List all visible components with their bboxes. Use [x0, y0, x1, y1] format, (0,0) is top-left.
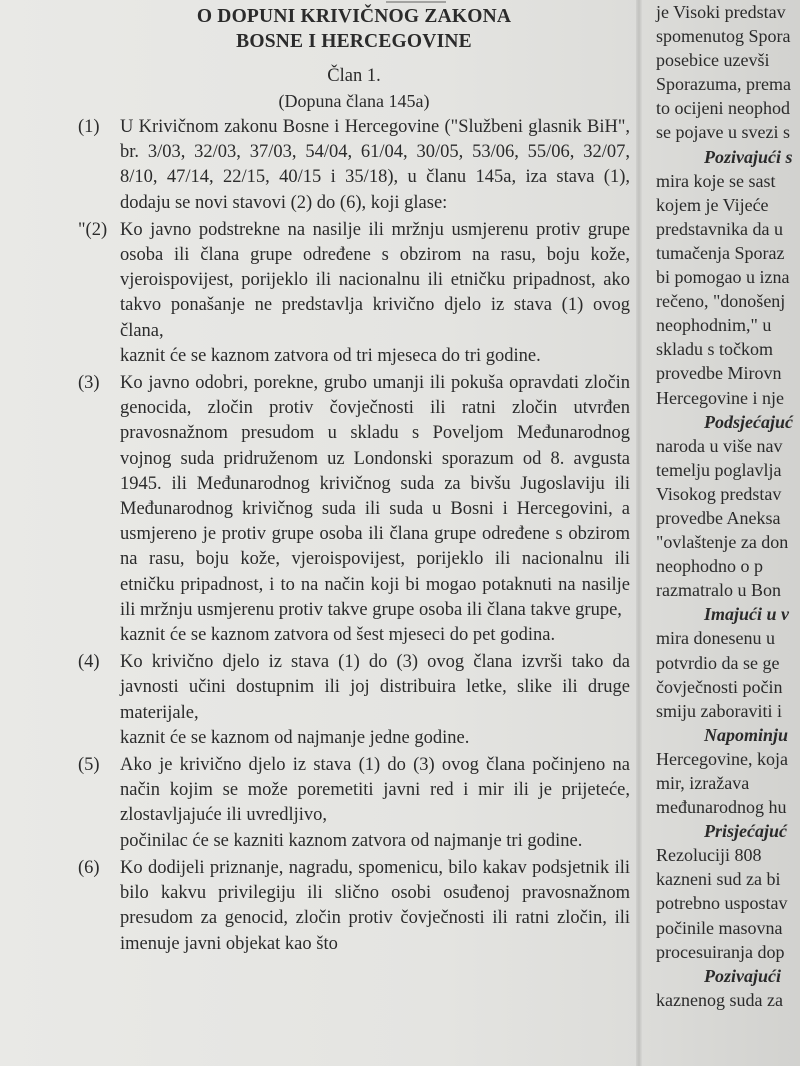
fragment-line: Visokog predstav: [656, 483, 782, 504]
fragment-line: bi pomogao u izna: [656, 267, 790, 288]
fragment-line: Prisjećajuć: [704, 821, 787, 842]
law-column: [78, 0, 630, 957]
fragment-line: je Visoki predstav: [656, 2, 786, 22]
fragment-line: spomenutog Spora: [656, 26, 791, 47]
fragment-line: međunarodnog hu: [656, 797, 787, 818]
fragment-line: Napominju: [704, 724, 789, 745]
paragraph-text: U Krivičnom zakonu Bosne i Hercegovine ("Službeni glasnik BiH", br. 3/03, 32/03, 37/03, 54/04, 61/04, 30/05, 53/06, 55/06, 32/07, 8/10, 47/14, 22/15, 40/15 i 35/18), u članu 145a, iza stava (1), dodaju se novi stavovi (2) do (6), koji glase:: [120, 117, 630, 213]
paragraph: [78, 115, 630, 216]
paragraph-text: Ko javno odobri, porekne, grubo umanji ili pokuša opravdati zločin genocida, zločin protiv čovječnosti ili ratni zločin utvrđen pravosnažnom presudom u skladu s Poveljom Međunarodnog vojnog suda pridruženom uz Londonski sporazum od 8. avgusta 1945. ili Međunarodnog krivičnog suda za bivšu Jugoslaviju ili Međunarodnog krivičnog suda ili suda u Bosni i Hercegovini, a usmjereno je protiv grupe osoba ili člana grupe određene s obzirom na rasu, boju kože, vjeroispovijest, porijeklo ili nacionalnu ili etničku pripadnost, i to na način koji bi mogao potaknuti na nasilje ili mržnju usmjerenu protiv takve grupe osoba ili člana takve grupe,: [120, 373, 630, 620]
fragment-line: procesuiranja dop: [656, 941, 785, 962]
fragment-line: potvrdio da se ge: [656, 652, 780, 673]
fragment-line: potrebno uspostav: [656, 893, 788, 914]
fragment-line: tumačenja Sporaz: [656, 242, 785, 263]
fragment-line: skladu s točkom: [656, 339, 773, 360]
penalty-clause: kaznit će se kaznom zatvora od šest mjeseci do pet godina.: [120, 625, 556, 646]
fragment-line: kaznenog suda za: [656, 989, 783, 1010]
paragraph: [78, 371, 630, 648]
fragment-line: mira koje se sast: [656, 170, 776, 191]
fragment-line: mira donesenu u: [656, 628, 775, 649]
fragment-line: provedbe Mirovn: [656, 363, 782, 384]
paragraph: [78, 650, 630, 751]
fragment-line: naroda u više nav: [656, 435, 783, 456]
fragment-line: "ovlaštenje za don: [656, 532, 789, 553]
fragment-line: kojem je Vijeće: [656, 194, 769, 215]
paragraph-number: (1): [78, 117, 100, 137]
fragment-line: neophodno o p: [656, 556, 763, 577]
article-subheading: (Dopuna člana 145a): [278, 91, 430, 111]
paragraph: [78, 218, 630, 369]
fragment-line: temelju poglavlja: [656, 459, 782, 480]
penalty-clause: kaznit će se kaznom od najmanje jedne godine.: [120, 727, 470, 748]
fragment-line: Pozivajući: [704, 965, 781, 986]
fragment-line: to ocijeni neophod: [656, 98, 790, 119]
paragraph-text: Ko javno podstrekne na nasilje ili mržnju usmjerenu protiv grupe osoba ili člana grupe određene s obzirom na rasu, boju kože, vjeroispovijest, porijeklo ili nacionalnu ili etničku pripadnost, ako takvo ponašanje ne predstavlja krivično djelo iz stava (1) ovog člana,: [120, 219, 630, 341]
paragraph-list: [78, 115, 630, 957]
paragraph-text: Ko krivično djelo iz stava (1) do (3) ovog člana izvrši tako da javnosti učini dostupnim ili joj distribuira letke, slike ili druge materijale,: [120, 652, 630, 723]
title-overline: [386, 0, 446, 3]
fragment-line: Imajući u v: [704, 604, 790, 625]
fragment-line: Pozivajući s: [704, 146, 793, 167]
paragraph-number: "(2): [78, 219, 108, 240]
article-heading: Član 1.: [327, 66, 381, 86]
penalty-clause: kaznit će se kaznom zatvora od tri mjeseca do tri godine.: [120, 345, 541, 366]
fragment-line: rečeno, "donošenj: [656, 291, 786, 312]
fragment-line: Hercegovine, koja: [656, 748, 788, 769]
fragment-line: Podsjećajuć: [704, 411, 793, 432]
paragraph-number: (6): [78, 857, 100, 878]
fragment-line: Sporazuma, prema: [656, 74, 791, 95]
penalty-clause: počinilac će se kazniti kaznom zatvora od najmanje tri godine.: [120, 830, 583, 851]
page-fold-shadow: [636, 0, 642, 1066]
paragraph-number: (4): [78, 652, 100, 673]
fragment-line: predstavnika da u: [656, 218, 783, 239]
paragraph-text: Ko dodijeli priznanje, nagradu, spomenicu, bilo kakav podsjetnik ili bilo kakvu privilegiju ili slično osobi osuđenoj pravosnažnom presudom za genocid, zločin protiv čovječnosti ili ratni zločin, ili imenuje javni objekat kao što: [120, 857, 630, 954]
fragment-line: počinile masovna: [656, 917, 783, 938]
fragment-line: čovječnosti počin: [656, 676, 783, 697]
adjacent-page-fragment: [656, 0, 800, 1012]
fragment-line: posebice uzevši: [656, 50, 770, 71]
paragraph-number: (3): [78, 373, 100, 394]
fragment-line: Rezoluciji 808: [656, 845, 762, 866]
fragment-line: razmatralo u Bon: [656, 580, 781, 601]
title-line-1: O DOPUNI KRIVIČNOG ZAKONA: [196, 6, 512, 27]
paragraph: [78, 753, 630, 854]
fragment-line: se pojave u svezi s: [656, 122, 790, 143]
fragment-line: neophodnim," u: [656, 315, 772, 336]
paragraph-number: (5): [78, 755, 100, 776]
fragment-line: smiju zaboraviti i: [656, 700, 782, 721]
paragraph-text: Ako je krivično djelo iz stava (1) do (3) ovog člana počinjeno na način kojim se može poremetiti javni red i mir ili je prijeteće, zlostavljajuće ili uvredljivo,: [120, 755, 630, 826]
fragment-line: provedbe Aneksa: [656, 507, 781, 528]
document-title: [78, 4, 630, 54]
fragment-line: kazneni sud za bi: [656, 869, 781, 890]
fragment-line: mir, izražava: [656, 773, 750, 793]
paragraph: [78, 856, 630, 957]
fragment-line: Hercegovine i nje: [656, 387, 784, 408]
title-line-2: BOSNE I HERCEGOVINE: [236, 31, 472, 52]
